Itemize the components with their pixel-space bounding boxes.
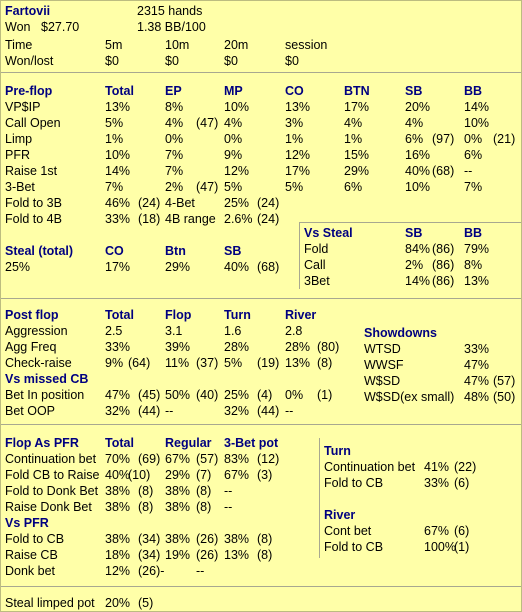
postflop-header: Turn: [224, 308, 251, 322]
stat-value: 8%: [165, 100, 184, 114]
stat-value: 46%: [105, 196, 131, 210]
preflop-title: Pre-flop: [5, 84, 53, 98]
row-label: Fold CB to Raise: [5, 468, 100, 482]
row-label: Cont bet: [324, 524, 372, 538]
sample-count: (34): [138, 548, 161, 562]
stat-value: 48%: [464, 390, 490, 404]
preflop-header: EP: [165, 84, 182, 98]
sample-count: (8): [317, 356, 333, 370]
vs-pfr-title: Vs PFR: [5, 516, 49, 530]
stat-value: 32%: [105, 404, 131, 418]
stat-value: 20%: [105, 596, 131, 610]
stat-value: --: [165, 404, 174, 418]
stat-value: 33%: [424, 476, 450, 490]
stat-value: 33%: [105, 212, 131, 226]
postflop-header: Total: [105, 308, 134, 322]
stat-value: 13%: [464, 274, 490, 288]
player-name[interactable]: Fartovii: [5, 4, 51, 18]
stat-value: 38%: [165, 484, 191, 498]
wonlost-value: $0: [105, 54, 119, 68]
sample-count: (37): [196, 356, 219, 370]
postflop-header: Flop: [165, 308, 192, 322]
row-label: Fold to CB: [324, 476, 384, 490]
stat-value: 67%: [165, 452, 191, 466]
row-label: PFR: [5, 148, 30, 162]
sample-count: (97): [432, 132, 455, 146]
stat-value: 9%: [105, 356, 124, 370]
sample-count: (40): [196, 388, 219, 402]
stat-value: 2.5: [105, 324, 123, 338]
sample-count: (26): [196, 532, 219, 546]
flop-pfr-header: Total: [105, 436, 134, 450]
sample-count: (1): [454, 540, 470, 554]
stat-value: 38%: [165, 532, 191, 546]
sample-count: (18): [138, 212, 161, 226]
preflop-header: CO: [285, 84, 304, 98]
vs-steal-header: SB: [405, 226, 423, 240]
sample-count: (5): [138, 596, 154, 610]
stat-value: 19%: [165, 548, 191, 562]
stat-value: --: [224, 484, 233, 498]
sample-count: (50): [493, 390, 516, 404]
stat-value: 3.1: [165, 324, 183, 338]
stat-value: 47%: [464, 374, 490, 388]
sample-count: (8): [138, 484, 154, 498]
stat-value: 38%: [224, 532, 250, 546]
sample-count: (24): [257, 212, 280, 226]
row-label: Bet In position: [5, 388, 85, 402]
stat-value: 3%: [285, 116, 304, 130]
missed-cb-title: Vs missed CB: [5, 372, 89, 386]
preflop-header: BTN: [344, 84, 370, 98]
stat-value: 28%: [224, 340, 250, 354]
row-label: Raise CB: [5, 548, 58, 562]
stat-value: 5%: [285, 180, 304, 194]
sample-count: (6): [454, 476, 470, 490]
stat-value: 2%: [405, 258, 424, 272]
sample-count: (80): [317, 340, 340, 354]
sample-count: (21): [493, 132, 516, 146]
stat-value: 6%: [464, 148, 483, 162]
stat-value: 11%: [165, 356, 190, 370]
stat-value: 25%: [224, 388, 250, 402]
wonlost-value: $0: [224, 54, 238, 68]
row-label: 3-Bet: [5, 180, 35, 194]
stat-value: 7%: [464, 180, 483, 194]
stat-value: 38%: [105, 484, 131, 498]
steal-header: Btn: [165, 244, 186, 258]
row-label: W$SD: [364, 374, 401, 388]
stat-value: 12%: [105, 564, 131, 578]
stat-value: 13%: [285, 100, 311, 114]
postflop-title: Post flop: [5, 308, 59, 322]
stat-value: 7%: [105, 180, 124, 194]
row-label: Fold to 4B: [5, 212, 62, 226]
row-label: 4-Bet: [165, 196, 195, 210]
stat-value: 0%: [285, 388, 304, 402]
stat-value: 2%: [165, 180, 184, 194]
row-label: Fold to 3B: [5, 196, 62, 210]
sample-count: (24): [257, 196, 280, 210]
stat-value: 2.6%: [224, 212, 253, 226]
stat-value: 70%: [105, 452, 131, 466]
stat-value: 4%: [224, 116, 243, 130]
row-label: Call: [304, 258, 326, 272]
stat-value: --: [464, 164, 473, 178]
preflop-header: SB: [405, 84, 423, 98]
sample-count: (86): [432, 242, 455, 256]
stat-value: 47%: [464, 358, 490, 372]
stat-value: 13%: [105, 100, 131, 114]
won-amount: $27.70: [41, 20, 80, 34]
stat-value: 33%: [105, 340, 131, 354]
flop-pfr-title: Flop As PFR: [5, 436, 79, 450]
bb-per-100: 1.38 BB/100: [137, 20, 206, 34]
stat-value: 1.6: [224, 324, 242, 338]
stat-value: 5%: [224, 180, 243, 194]
time-col: session: [285, 38, 328, 52]
stat-value: 41%: [424, 460, 450, 474]
sample-count: (26): [196, 548, 219, 562]
sample-count: (86): [432, 258, 455, 272]
stat-value: 0%: [464, 132, 483, 146]
won-label: Won: [5, 20, 31, 34]
stat-value: 32%: [224, 404, 250, 418]
stat-value: 15%: [344, 148, 370, 162]
sample-count: (26)-: [138, 564, 165, 578]
stat-value: 100%: [424, 540, 456, 554]
sample-count: (44): [257, 404, 280, 418]
stat-value: 17%: [344, 100, 370, 114]
sample-count: (86): [432, 274, 455, 288]
flop-pfr-header: 3-Bet pot: [224, 436, 279, 450]
stat-value: --: [224, 500, 233, 514]
row-label: Raise Donk Bet: [5, 500, 92, 514]
stat-value: 38%: [105, 532, 131, 546]
stat-value: 13%: [224, 548, 250, 562]
postflop-header: River: [285, 308, 317, 322]
stat-value: 47%: [105, 388, 131, 402]
preflop-header: MP: [224, 84, 243, 98]
stat-value: 13%: [285, 356, 311, 370]
sample-count: (6): [454, 524, 470, 538]
divider: [1, 298, 521, 299]
stat-value: 25%: [5, 260, 31, 274]
row-label: Fold: [304, 242, 329, 256]
row-label: Steal limped pot: [5, 596, 95, 610]
sample-count: (44): [138, 404, 161, 418]
sample-count: (47): [196, 180, 219, 194]
sample-count: (8): [196, 500, 212, 514]
preflop-header: Total: [105, 84, 134, 98]
row-label: Fold to CB: [5, 532, 65, 546]
divider: [1, 586, 521, 587]
stat-value: 1%: [285, 132, 304, 146]
sample-count: (10): [128, 468, 151, 482]
stat-value: 14%: [105, 164, 131, 178]
stat-value: 7%: [165, 148, 184, 162]
row-label: Continuation bet: [324, 460, 416, 474]
sample-count: (12): [257, 452, 280, 466]
showdowns-title: Showdowns: [364, 326, 437, 340]
time-col: 5m: [105, 38, 123, 52]
stat-value: --: [196, 564, 205, 578]
stat-value: 25%: [224, 196, 250, 210]
stat-value: 0%: [165, 132, 184, 146]
sample-count: (4): [257, 388, 273, 402]
stat-value: 10%: [105, 148, 131, 162]
stat-value: 50%: [165, 388, 191, 402]
sample-count: (8): [257, 548, 273, 562]
stat-value: 40%: [224, 260, 250, 274]
stat-value: 6%: [405, 132, 424, 146]
stat-value: 18%: [105, 548, 131, 562]
row-label: Check-raise: [5, 356, 72, 370]
sample-count: (69): [138, 452, 161, 466]
steal-header: SB: [224, 244, 242, 258]
stat-value: 40%: [405, 164, 431, 178]
sample-count: (19): [257, 356, 280, 370]
stat-value: 4%: [165, 116, 184, 130]
sample-count: (1): [317, 388, 333, 402]
river-title: River: [324, 508, 356, 522]
vs-steal-header: BB: [464, 226, 483, 240]
sample-count: (8): [138, 500, 154, 514]
stat-value: 0%: [224, 132, 243, 146]
stat-value: 10%: [405, 180, 431, 194]
row-label: Fold to CB: [324, 540, 384, 554]
stat-value: 84%: [405, 242, 431, 256]
stat-value: 29%: [165, 260, 191, 274]
sample-count: (68): [257, 260, 280, 274]
sample-count: (24): [138, 196, 161, 210]
row-label: WTSD: [364, 342, 401, 356]
flop-pfr-header: Regular: [165, 436, 212, 450]
stat-value: 1%: [344, 132, 363, 146]
row-label: Aggression: [5, 324, 68, 338]
stat-value: 67%: [224, 468, 250, 482]
row-label: Continuation bet: [5, 452, 97, 466]
row-label: VP$IP: [5, 100, 41, 114]
stat-value: 7%: [165, 164, 184, 178]
sample-count: (45): [138, 388, 161, 402]
row-label: Donk bet: [5, 564, 56, 578]
steal-title: Steal (total): [5, 244, 74, 258]
sample-count: (8): [257, 532, 273, 546]
stat-value: 39%: [165, 340, 191, 354]
row-label: 3Bet: [304, 274, 330, 288]
stat-value: 38%: [105, 500, 131, 514]
sample-count: (57): [196, 452, 219, 466]
sample-count: (64): [128, 356, 151, 370]
stat-value: 17%: [105, 260, 131, 274]
stat-value: 17%: [285, 164, 311, 178]
stat-value: 40%: [105, 468, 131, 482]
sample-count: (68): [432, 164, 455, 178]
divider: [1, 72, 521, 73]
row-label: Call Open: [5, 116, 61, 130]
stat-value: 1%: [105, 132, 124, 146]
stat-value: 14%: [405, 274, 431, 288]
stat-value: 12%: [224, 164, 250, 178]
row-label: WWSF: [364, 358, 404, 372]
stat-value: 67%: [424, 524, 450, 538]
stat-value: 5%: [224, 356, 243, 370]
row-label: Agg Freq: [5, 340, 57, 354]
wonlost-value: $0: [285, 54, 299, 68]
time-col: 20m: [224, 38, 249, 52]
hands-count: 2315 hands: [137, 4, 203, 18]
sample-count: (3): [257, 468, 273, 482]
wonlost-value: $0: [165, 54, 179, 68]
sample-count: (22): [454, 460, 477, 474]
sample-count: (34): [138, 532, 161, 546]
steal-header: CO: [105, 244, 124, 258]
vs-steal-title: Vs Steal: [304, 226, 353, 240]
preflop-header: BB: [464, 84, 483, 98]
stat-value: 33%: [464, 342, 490, 356]
row-label: 4B range: [165, 212, 216, 226]
sample-count: (8): [196, 484, 212, 498]
stat-value: 4%: [405, 116, 424, 130]
wonlost-label: Won/lost: [5, 54, 54, 68]
stat-value: 2.8: [285, 324, 303, 338]
turn-title: Turn: [324, 444, 351, 458]
row-label: Raise 1st: [5, 164, 58, 178]
stat-value: 6%: [344, 180, 363, 194]
stat-value: 38%: [165, 500, 191, 514]
stat-value: 12%: [285, 148, 311, 162]
row-label: Fold to Donk Bet: [5, 484, 99, 498]
row-label: W$SD(ex small): [364, 390, 455, 404]
sample-count: (57): [493, 374, 516, 388]
stat-value: 16%: [405, 148, 431, 162]
stat-value: 20%: [405, 100, 431, 114]
stat-value: 79%: [464, 242, 490, 256]
stat-value: 9%: [224, 148, 243, 162]
stat-value: 10%: [224, 100, 250, 114]
time-col: 10m: [165, 38, 190, 52]
stat-value: 10%: [464, 116, 490, 130]
stat-value: 28%: [285, 340, 311, 354]
stat-value: --: [285, 404, 294, 418]
stat-value: 4%: [344, 116, 363, 130]
stat-value: 83%: [224, 452, 250, 466]
row-label: Limp: [5, 132, 33, 146]
row-label: Bet OOP: [5, 404, 56, 418]
stat-value: 8%: [464, 258, 483, 272]
stat-value: 14%: [464, 100, 490, 114]
time-label: Time: [5, 38, 33, 52]
sample-count: (47): [196, 116, 219, 130]
stat-value: 29%: [344, 164, 370, 178]
divider: [1, 424, 521, 425]
stat-value: 5%: [105, 116, 124, 130]
sample-count: (7): [196, 468, 212, 482]
stat-value: 29%: [165, 468, 191, 482]
